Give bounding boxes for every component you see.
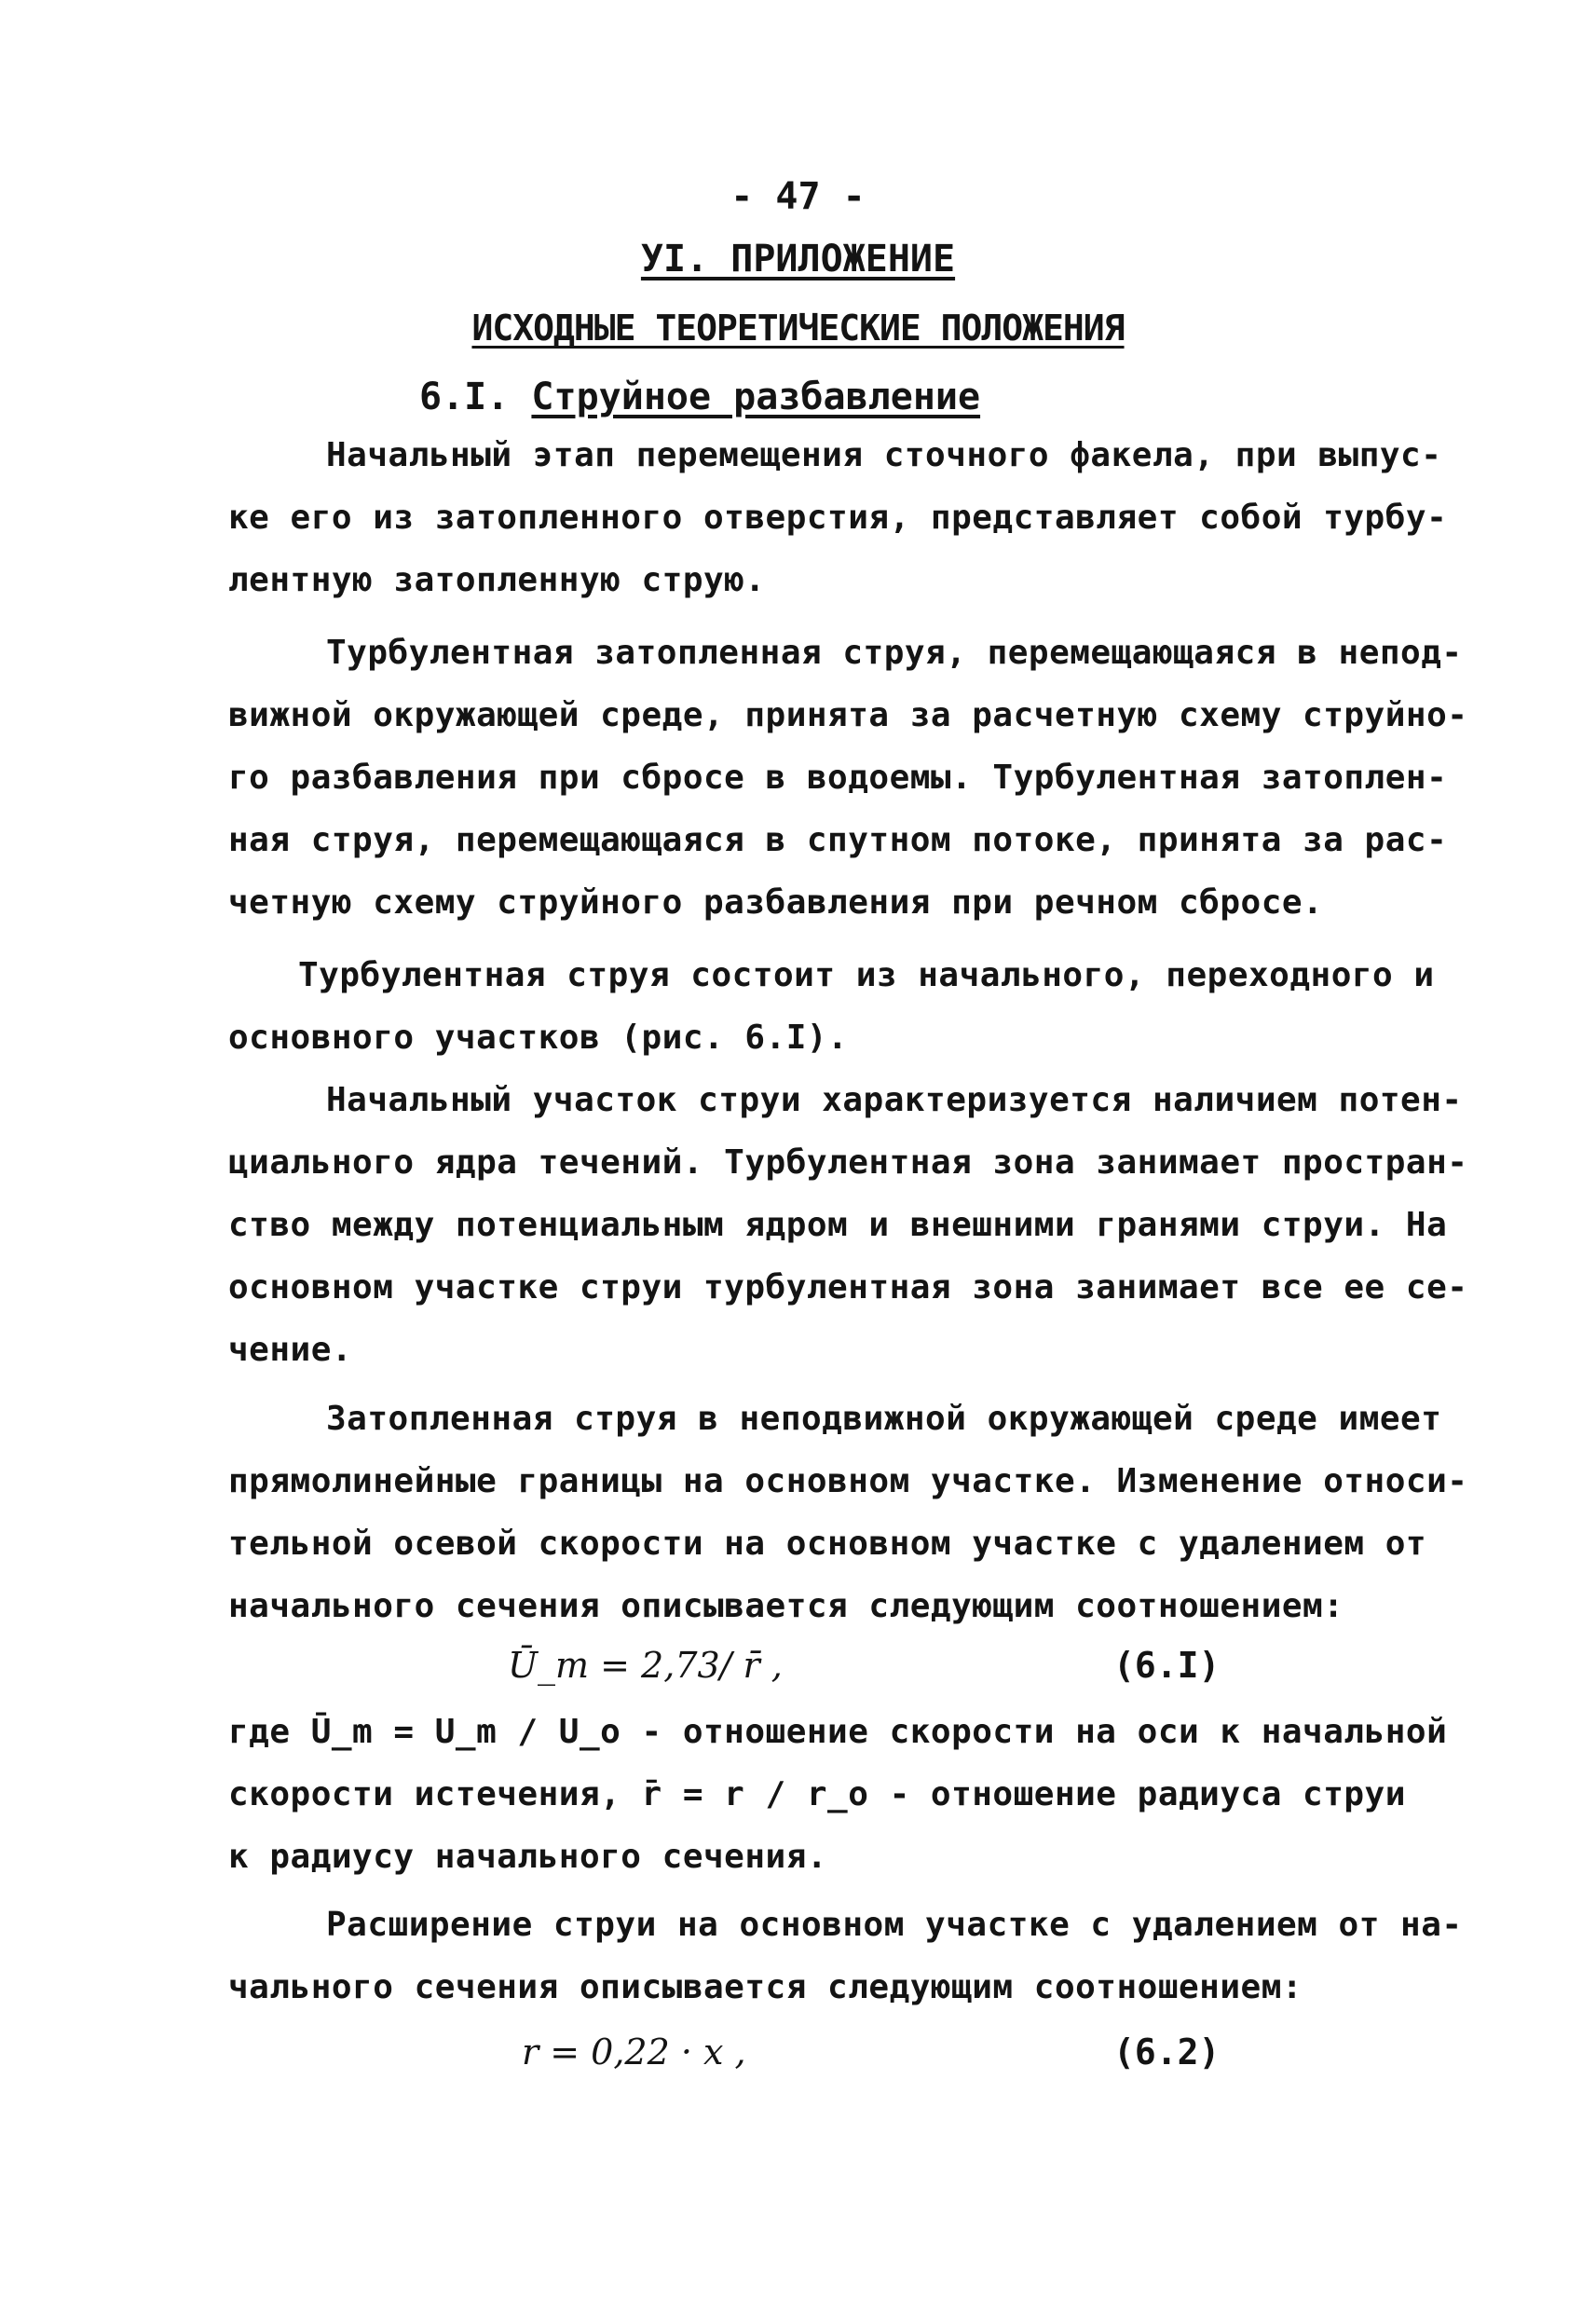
paragraph-line: ная струя, перемещающаяся в спутном потоке, принята за рас- bbox=[228, 821, 1448, 859]
paragraph-line: го разбавления при сбросе в водоемы. Турбулентная затоплен- bbox=[228, 759, 1448, 797]
paragraph-line: основном участке струи турбулентная зона занимает все ее се- bbox=[228, 1268, 1468, 1306]
subsection-number: 6.I. bbox=[419, 376, 532, 418]
formula-6-2: r = 0,22 · x , bbox=[522, 2032, 746, 2073]
subtitle-heading bbox=[0, 308, 1596, 349]
paragraph-line: циального ядра течений. Турбулентная зона занимает простран- bbox=[228, 1143, 1468, 1182]
section-title: УI. ПРИЛОЖЕНИЕ bbox=[640, 238, 956, 280]
paragraph-line: лентную затопленную струю. bbox=[228, 561, 766, 599]
formula-6-1: Ū_m = 2,73/ r̄ , bbox=[508, 1645, 783, 1686]
paragraph-line: основного участков (рис. 6.I). bbox=[228, 1019, 849, 1057]
paragraph-line: тельной осевой скорости на основном участке с удалением от bbox=[228, 1525, 1427, 1563]
paragraph-line: Затопленная струя в неподвижной окружающей среде имеет bbox=[326, 1400, 1442, 1438]
paragraph-line: чение. bbox=[228, 1331, 353, 1369]
subsection-title: Струйное разбавление bbox=[531, 376, 981, 418]
formula-number: (6.I) bbox=[1113, 1645, 1221, 1686]
paragraph-line: вижной окружающей среде, принята за расчетную схему струйно- bbox=[228, 696, 1468, 734]
paragraph-line: Начальный этап перемещения сточного факела, при выпус- bbox=[326, 436, 1442, 474]
paragraph-line: Расширение струи на основном участке с удалением от на- bbox=[326, 1906, 1463, 1944]
paragraph-line: Турбулентная затопленная струя, перемещающаяся в непод- bbox=[326, 634, 1463, 672]
paragraph-line: к радиусу начального сечения. bbox=[228, 1838, 828, 1876]
paragraph-line: четную схему струйного разбавления при речном сбросе. bbox=[228, 883, 1324, 922]
paragraph-line: Начальный участок струи характеризуется наличием потен- bbox=[326, 1081, 1463, 1119]
subsection-heading bbox=[419, 376, 980, 418]
paragraph-line: начального сечения описывается следующим соотношением: bbox=[228, 1587, 1344, 1625]
section-heading bbox=[0, 238, 1596, 280]
paragraph-line: где Ū_m = U_m / U_o - отношение скорости на оси к начальной bbox=[228, 1713, 1448, 1751]
paragraph-line: ке его из затопленного отверстия, представляет собой турбу- bbox=[228, 499, 1448, 537]
formula-number: (6.2) bbox=[1113, 2032, 1221, 2073]
subtitle-text: ИСХОДНЫЕ ТЕОРЕТИЧЕСКИЕ ПОЛОЖЕНИЯ bbox=[471, 308, 1125, 349]
paragraph-line: Турбулентная струя состоит из начального, переходного и bbox=[298, 956, 1435, 994]
page-number: - 47 - bbox=[730, 175, 866, 218]
paragraph-line: прямолинейные границы на основном участке. Изменение относи- bbox=[228, 1462, 1468, 1500]
paragraph-line: чального сечения описывается следующим соотношением: bbox=[228, 1968, 1303, 2006]
paragraph-line: ство между потенциальным ядром и внешними гранями струи. На bbox=[228, 1206, 1448, 1244]
paragraph-line: скорости истечения, r̄ = r / r_o - отношение радиуса струи bbox=[228, 1775, 1406, 1813]
